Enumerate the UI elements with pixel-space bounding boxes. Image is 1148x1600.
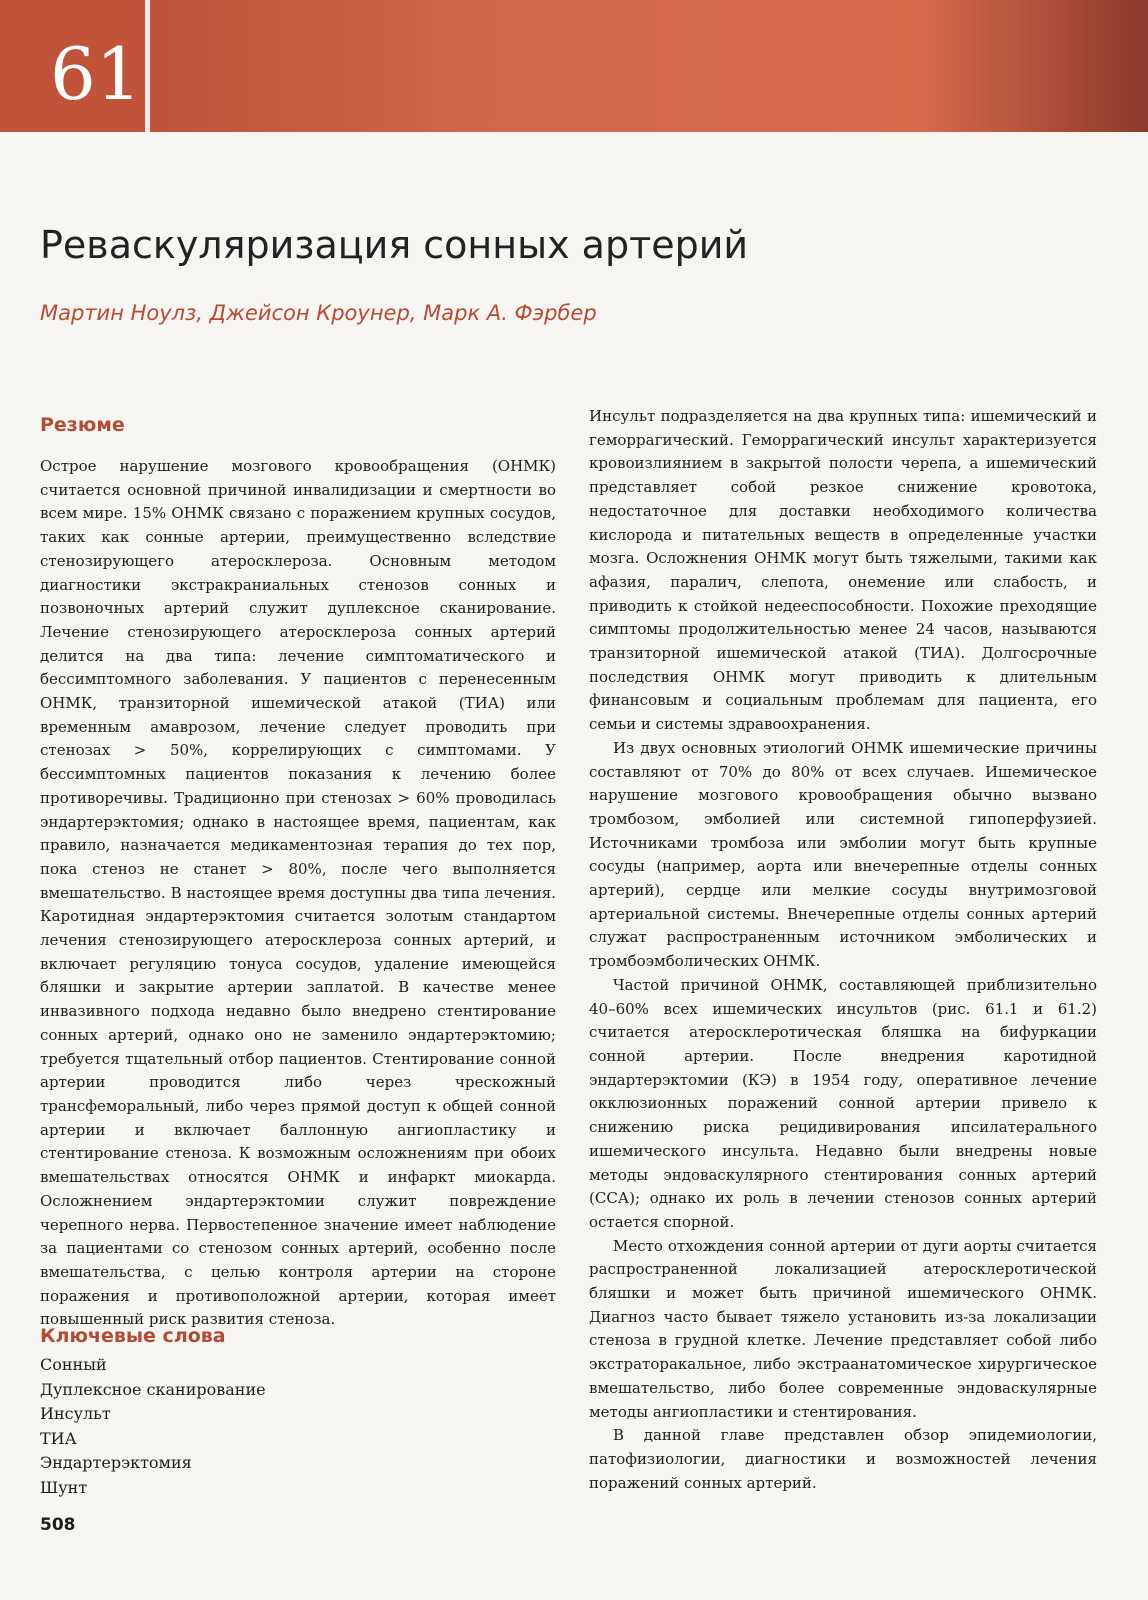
keyword-item: Сонный bbox=[40, 1355, 107, 1374]
chapter-authors: Мартин Ноулз, Джейсон Кроунер, Марк А. Фэрбер bbox=[40, 301, 597, 325]
body-paragraph: Частой причиной ОНМК, составляющей приблизительно 40–60% всех ишемических инсультов (рис. 61.1 и 61.2) считается атеросклеротическая бляшка на бифуркации сонной артерии. После внедрения каротидной эндартерэктомии (КЭ) в 1954 году, оперативное лечение окклюзионных поражений сонной артерии привело к снижению риска рецидивирования ипсилатерального ишемического инсульта. Недавно были внедрены новые методы эндоваскулярного стентирования сонных артерий (ССА); однако их роль в лечении стенозов сонных артерий остается спорной. bbox=[589, 975, 1097, 1231]
chapter-number-box bbox=[0, 0, 150, 132]
summary-text: Острое нарушение мозгового кровообращения (ОНМК) считается основной причиной инвалидизации и смертности во всем мире. 15% ОНМК связано с поражением крупных сосудов, таких как сонные артерии, преимущественно вследствие стенозирующего атеросклероза. Основным методом диагностики экстракраниальных стенозов сонных и позвоночных артерий служит дуплексное сканирование. Лечение стенозирующего атеросклероза сонных артерий делится на два типа: лечение симптоматического и бессимптомного заболевания. У пациентов с перенесенным ОНМК, транзиторной ишемической атакой (ТИА) или временным амаврозом, лечение следует проводить при стенозах > 50%, коррелирующих с симптомами. У бессимптомных пациентов показания к лечению более противоречивы. Традиционно при стенозах > 60% проводилась эндартерэктомия; однако в настоящее время, пациентам, как правило, назначается медикаментозная терапия до тех пор, пока стеноз не станет > 80%, после чего выполняется вмешательство. В настоящее время доступны два типа лечения. Каротидная эндартерэктомия считается золотым стандартом лечения стенозирующего атеросклероза сонных артерий, и включает регуляцию тонуса сосудов, удаление имеющейся бляшки и закрытие артерии заплатой. В качестве менее инвазивного подхода недавно было внедрено стентирование сонных артерий, однако оно не заменило эндартерэктомию; требуется тщательный отбор пациентов. Стентирование сонной артерии проводится либо через чрескожный трансфеморальный, либо через прямой доступ к общей сонной артерии и включает баллонную ангиопластику и стентирование стеноза. К возможным осложнениям при обоих вмешательствах относятся ОНМК и инфаркт миокарда. Осложнением эндартерэктомии служит повреждение черепного нерва. Первостепенное значение имеет наблюдение за пациентами со стенозом сонных артерий, особенно после вмешательства, с целью контроля артерии на стороне поражения и противоположной артерии, которая имеет повышенный риск развития стеноза. bbox=[40, 457, 556, 1329]
body-paragraph: Инсульт подразделяется на два крупных типа: ишемический и геморрагический. Геморрагический инсульт характеризуется кровоизлиянием в закрытой полости черепа, а ишемический представляет собой резкое снижение кровотока, недостаточное для доставки необходимого количества кислорода и питательных веществ в определенные участки мозга. Осложнения ОНМК могут быть тяжелыми, такими как афазия, паралич, слепота, онемение или слабость, и приводить к стойкой недееспособности. Похожие преходящие симптомы продолжительностью менее 24 часов, называются транзиторной ишемической атакой (ТИА). Долгосрочные последствия ОНМК могут приводить к длительным финансовым и социальным проблемам для пациента, его семьи и системы здравоохранения. bbox=[589, 407, 1097, 734]
body-paragraph: В данной главе представлен обзор эпидемиологии, патофизиологии, диагностики и возможностей лечения поражений сонных артерий. bbox=[589, 1426, 1097, 1492]
body-column bbox=[589, 405, 1097, 1495]
summary-column bbox=[40, 455, 556, 1332]
keyword-item: Шунт bbox=[40, 1477, 88, 1497]
chapter-title: Реваскуляризация сонных артерий bbox=[40, 223, 749, 267]
keyword-item: Инсульт bbox=[40, 1404, 111, 1423]
body-paragraph: Из двух основных этиологий ОНМК ишемические причины составляют от 70% до 80% от всех случаев. Ишемическое нарушение мозгового кровообращения обычно вызвано тромбозом, эмболией или системной гипоперфузией. Источниками тромбоза или эмболии могут быть крупные сосуды (например, аорта или внечерепные отделы сонных артерий), сердце или мелкие сосуды внутримозговой артериальной системы. Внечерепные отделы сонных артерий служат распространенным источником эмболических и тромбоэмболических ОНМК. bbox=[589, 738, 1097, 971]
body-paragraph: Место отхождения сонной артерии от дуги аорты считается распространенной локализацией атеросклеротической бляшки и может быть причиной ишемического ОНМК. Диагноз часто бывает тяжело установить из-за локализации стеноза в грудной клетке. Лечение представляет собой либо экстраторакальное, либо экстраанатомическое хирургическое вмешательство, либо более современные эндоваскулярные методы ангиопластики и стентирования. bbox=[589, 1236, 1097, 1421]
keyword-item: ТИА bbox=[40, 1428, 77, 1448]
chapter-number: 61 bbox=[50, 32, 142, 116]
keyword-item: Эндартерэктомия bbox=[40, 1453, 192, 1472]
summary-heading: Резюме bbox=[40, 414, 125, 436]
page-number: 508 bbox=[40, 1515, 76, 1535]
keywords-list bbox=[40, 1353, 266, 1500]
keyword-item: Дуплексное сканирование bbox=[40, 1379, 266, 1399]
keywords-heading: Ключевые слова bbox=[40, 1325, 226, 1347]
chapter-banner bbox=[0, 0, 1148, 132]
